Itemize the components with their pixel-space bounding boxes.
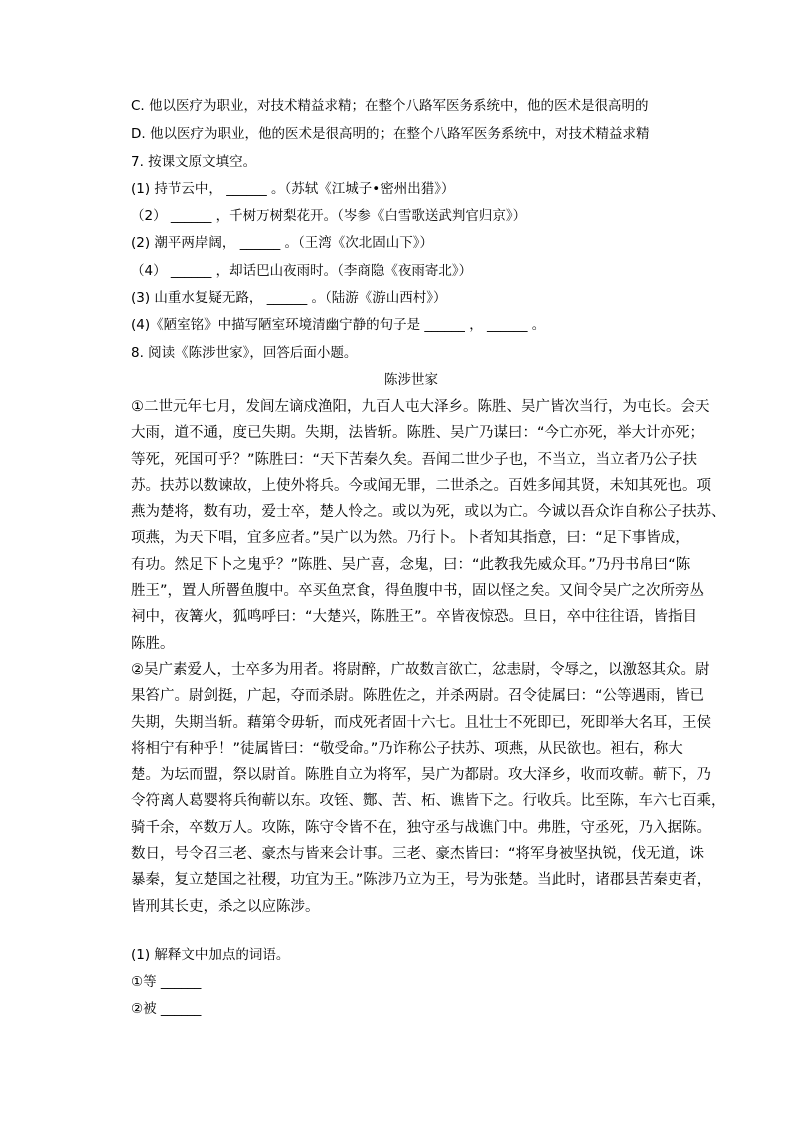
option-d: D. 他以医疗为职业，他的医术是很高明的；在整个八路军医务系统中，对技术精益求精	[131, 126, 650, 142]
passage-line: 骑千余，卒数万人。攻陈，陈守令皆不在，独守丞与战谯门中。弗胜，守丞死，乃入据陈。	[131, 819, 711, 836]
question-7-item: (1) 持节云中， ______ 。（苏轼《江城子•密州出猎》）	[131, 181, 455, 197]
question-7-item: (3) 山重水复疑无路， ______ 。（陆游《游山西村》）	[131, 290, 447, 306]
subquestion-1-heading: (1) 解释文中加点的词语。	[131, 947, 290, 963]
passage-line: ②吴广素爱人，士卒多为用者。将尉醉，广故数言欲亡，忿恚尉，令辱之，以激怒其众。尉	[131, 661, 710, 678]
passage-line: 皆刑其长吏，杀之以应陈涉。	[131, 898, 320, 915]
passage-line: 祠中，夜篝火，狐鸣呼曰：“大楚兴，陈胜王”。卒皆夜惊恐。旦日，卒中往往语，皆指目	[131, 609, 698, 626]
answer-blank: ①等 ______	[131, 974, 202, 990]
question-7-item: (4)《陋室铭》中描写陋室环境清幽宁静的句子是 ______ ， ______ 。	[131, 317, 546, 333]
passage-line: 项燕，为天下唱，宜多应者。”吴广以为然。乃行卜。卜者知其指意，曰：“足下事皆成，	[131, 530, 690, 547]
passage-line: 楚。为坛而盟，祭以尉首。陈胜自立为将军，吴广为都尉。攻大泽乡，收而攻蕲。蕲下，乃	[131, 767, 711, 784]
passage-line: 燕为楚将，数有功，爱士卒，楚人怜之。或以为死，或以为亡。今诚以吾众诈自称公子扶苏、	[131, 504, 726, 521]
question-8-heading: 8. 阅读《陈涉世家》，回答后面小题。	[131, 345, 358, 361]
question-7-item: （2） ______ ，千树万树梨花开。（岑参《白雪歌送武判官归京》）	[131, 208, 527, 224]
passage-title: 陈涉世家	[384, 372, 438, 388]
question-7-heading: 7. 按课文原文填空。	[131, 154, 257, 170]
passage-line: 陈胜。	[131, 635, 175, 652]
passage-line: 等死，死国可乎？”陈胜曰：“天下苦秦久矣。吾闻二世少子也，不当立，当立者乃公子扶	[131, 451, 698, 468]
passage-text	[131, 394, 726, 920]
passage-line: 苏。扶苏以数谏故，上使外将兵。今或闻无罪，二世杀之。百姓多闻其贤，未知其死也。项	[131, 477, 711, 494]
passage-line: 令符离人葛婴将兵徇蕲以东。攻铚、酂、苦、柘、谯皆下之。行收兵。比至陈，车六七百乘，	[131, 793, 726, 810]
passage-line: 数日，号令召三老、豪杰与皆来会计事。三老、豪杰皆曰：“将军身被坚执锐，伐无道，诛	[131, 846, 705, 863]
passage-line: 失期，失期当斩。藉第令毋斩，而戍死者固十六七。且壮士不死即已，死即举大名耳，王侯	[131, 714, 711, 731]
option-c: C. 他以医疗为职业，对技术精益求精；在整个八路军医务系统中，他的医术是很高明的	[131, 98, 649, 114]
passage-line: ①二世元年七月，发闾左谪戍渔阳，九百人屯大泽乡。陈胜、吴广皆次当行，为屯长。会天	[131, 399, 710, 415]
passage-line: 将相宁有种乎！”徒属皆曰：“敬受命。”乃诈称公子扶苏、项燕，从民欲也。袒右，称大	[131, 740, 683, 757]
passage-line: 暴秦，复立楚国之社稷，功宜为王。”陈涉乃立为王，号为张楚。当此时，诸郡县苦秦吏者，	[131, 872, 712, 889]
question-7-item: （4） ______ ，却话巴山夜雨时。（李商隐《夜雨寄北》）	[131, 263, 473, 279]
passage-line: 大雨，道不通，度已失期。失期，法皆斩。陈胜、吴广乃谋曰：“今亡亦死，举大计亦死；	[131, 425, 705, 442]
answer-blank: ②被 ______	[131, 1001, 202, 1017]
passage-line: 胜王”，置人所罾鱼腹中。卒买鱼烹食，得鱼腹中书，固以怪之矣。又间令吴广之次所旁丛	[131, 583, 705, 600]
passage-line: 有功。然足下卜之鬼乎？”陈胜、吴广喜，念鬼，曰：“此教我先威众耳。”乃丹书帛曰“陈	[131, 556, 691, 573]
passage-line: 果笞广。尉剑挺，广起，夺而杀尉。陈胜佐之，并杀两尉。召令徒属曰：“公等遇雨，皆已	[131, 688, 705, 705]
question-7-item: (2) 潮平两岸阔， ______ 。（王湾《次北固山下》）	[131, 235, 433, 251]
